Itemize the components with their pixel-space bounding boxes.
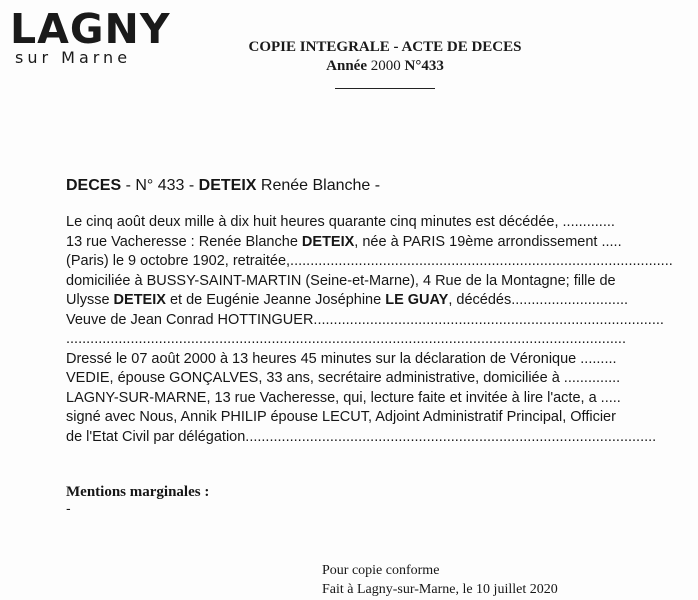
body-line-6: Veuve de Jean Conrad HOTTINGUER.......................................................................................	[66, 311, 664, 328]
body-line-10: LAGNY-SUR-MARNE, 13 rue Vacheresse, qui, lecture faite et invitée à lire l'acte, a .....	[66, 389, 621, 406]
act-body	[66, 213, 698, 447]
title-divider	[335, 88, 435, 89]
document-header	[210, 38, 560, 89]
act-sep-1: -	[121, 177, 136, 194]
marginal-mentions-value: -	[66, 500, 71, 516]
lagny-logo	[10, 5, 180, 67]
body-line-9: VEDIE, épouse GONÇALVES, 33 ans, secrétaire administrative, domiciliée à ..............	[66, 370, 621, 386]
certification-line-1: Pour copie conforme	[322, 563, 440, 578]
body-line-5-e: , décédés.............................	[448, 292, 629, 308]
act-sep-2: -	[184, 177, 199, 194]
document-title: COPIE INTEGRALE - ACTE DE DECES	[248, 39, 522, 55]
body-line-8: Dressé le 07 août 2000 à 13 heures 45 minutes sur la déclaration de Véronique .........	[66, 350, 617, 367]
body-line-5	[66, 291, 698, 311]
act-given-names: Renée Blanche -	[256, 177, 381, 194]
act-number: N°433	[404, 58, 444, 74]
body-line-4: domiciliée à BUSSY-SAINT-MARTIN (Seine-et-Marne), 4 Rue de la Montagne; fille de	[66, 272, 616, 289]
body-line-1: Le cinq août deux mille à dix huit heures quarante cinq minutes est décédée, .............	[66, 214, 615, 230]
certification-footer	[322, 561, 558, 599]
body-line-3: (Paris) le 9 octobre 1902, retraitée,...............................................................................................	[66, 253, 673, 269]
body-line-2-surname: DETEIX	[301, 233, 355, 250]
certification-line-2: Fait à Lagny-sur-Marne, le 10 juillet 2020	[322, 582, 558, 597]
act-type: DECES	[66, 177, 122, 194]
body-line-5-a: Ulysse	[66, 292, 114, 308]
body-line-2-c: , née à PARIS 19ème arrondissement .....	[354, 233, 622, 250]
logo-subtitle: sur Marne	[15, 48, 132, 67]
logo-title: LAGNY	[10, 5, 171, 53]
act-surname: DETEIX	[198, 177, 257, 194]
document-year-line	[210, 57, 560, 76]
year-value: 2000	[370, 58, 401, 74]
body-line-11: signé avec Nous, Annik PHILIP épouse LECUT, Adjoint Administratif Principal, Officier	[66, 409, 616, 425]
marginal-mentions-label: Mentions marginales :	[66, 484, 210, 500]
body-line-5-father-surname: DETEIX	[113, 292, 166, 308]
year-label: Année	[326, 58, 367, 74]
act-headline	[66, 176, 380, 196]
body-line-2	[66, 233, 698, 253]
body-line-12: de l'Etat Civil par délégation......................................................................................................	[66, 428, 657, 445]
body-line-5-mother-surname: LE GUAY	[385, 292, 449, 308]
body-line-7: ...........................................................................................................................................	[66, 331, 626, 347]
body-line-2-a: 13 rue Vacheresse : Renée Blanche	[66, 233, 302, 250]
body-line-5-c: et de Eugénie Jeanne Joséphine	[165, 292, 386, 308]
act-number-inline: N° 433	[135, 177, 185, 194]
